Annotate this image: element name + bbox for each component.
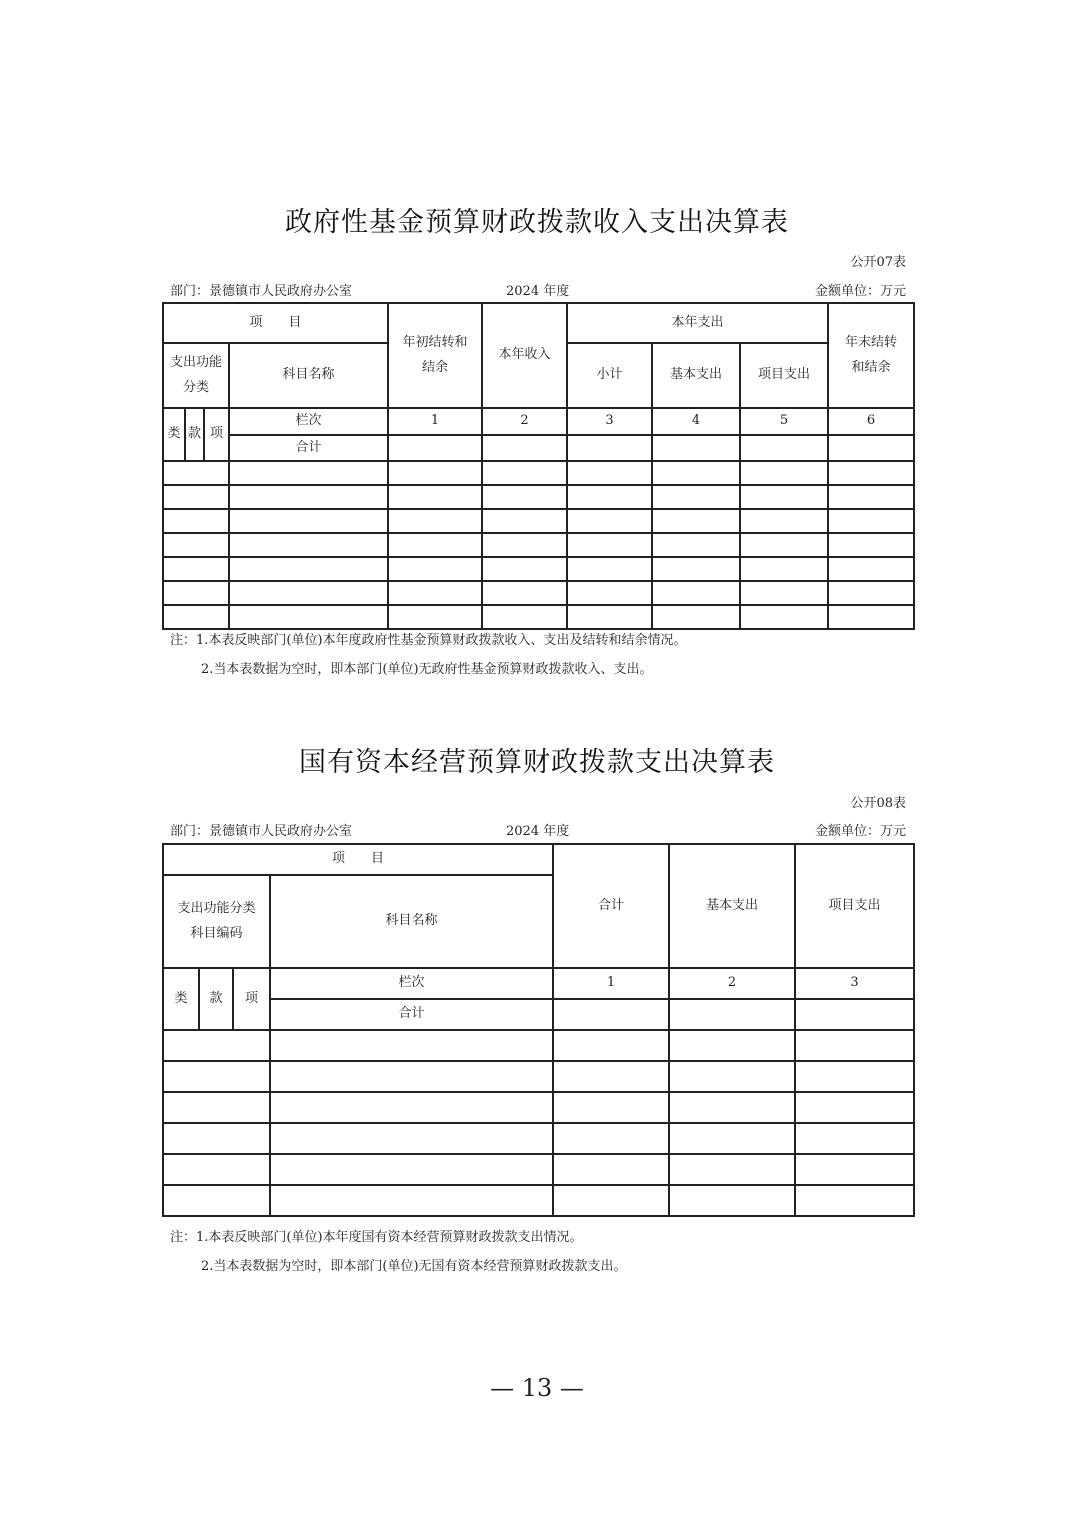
code-cell bbox=[163, 461, 229, 485]
data-cell bbox=[669, 1185, 795, 1216]
header-func-class: 支出功能分类科目编码 bbox=[163, 875, 270, 968]
column-no-label: 栏次 bbox=[270, 968, 553, 999]
data-cell bbox=[669, 1061, 795, 1092]
data-cell bbox=[740, 605, 828, 629]
data-cell bbox=[482, 533, 567, 557]
data-cell bbox=[828, 605, 914, 629]
data-cell bbox=[270, 1061, 553, 1092]
data-cell bbox=[795, 1030, 914, 1061]
note-2: 2.当本表数据为空时，即本部门(单位)无政府性基金预算财政拨款收入、支出。 bbox=[201, 662, 653, 677]
header-item: 项 目 bbox=[163, 303, 388, 343]
table1-grid bbox=[162, 302, 915, 630]
page-number: — 13 — bbox=[490, 1374, 584, 1402]
data-cell bbox=[652, 557, 740, 581]
code-cell bbox=[163, 485, 229, 509]
data-cell bbox=[270, 1092, 553, 1123]
data-cell bbox=[795, 1061, 914, 1092]
column-no-label: 栏次 bbox=[229, 408, 388, 435]
table-row bbox=[163, 1092, 914, 1123]
data-cell bbox=[795, 1154, 914, 1185]
data-cell bbox=[669, 1030, 795, 1061]
table1-department: 部门：景德镇市人民政府办公室 bbox=[170, 284, 353, 299]
data-cell bbox=[652, 461, 740, 485]
data-cell bbox=[270, 1123, 553, 1154]
data-cell bbox=[482, 461, 567, 485]
data-cell bbox=[388, 533, 482, 557]
table-row bbox=[163, 557, 914, 581]
code-cell bbox=[163, 1030, 270, 1061]
data-cell bbox=[553, 1030, 669, 1061]
data-cell bbox=[652, 509, 740, 533]
data-cell bbox=[553, 1061, 669, 1092]
header-total: 合计 bbox=[553, 844, 669, 968]
column-no: 2 bbox=[482, 408, 567, 435]
total-cell bbox=[482, 435, 567, 462]
code-cell bbox=[163, 1154, 270, 1185]
data-cell bbox=[229, 509, 388, 533]
header-basic: 基本支出 bbox=[669, 844, 795, 968]
data-cell bbox=[828, 581, 914, 605]
note-1: 注：1.本表反映部门(单位)本年度政府性基金预算财政拨款收入、支出及结转和结余情况。 bbox=[170, 633, 687, 648]
total-cell bbox=[388, 435, 482, 462]
data-cell bbox=[669, 1092, 795, 1123]
column-no: 1 bbox=[553, 968, 669, 999]
table-row bbox=[163, 509, 914, 533]
column-no: 1 bbox=[388, 408, 482, 435]
total-cell bbox=[740, 435, 828, 462]
data-cell bbox=[795, 1185, 914, 1216]
note-1: 注：1.本表反映部门(单位)本年度国有资本经营预算财政拨款支出情况。 bbox=[170, 1230, 583, 1245]
column-no: 3 bbox=[795, 968, 914, 999]
table1-notes bbox=[170, 626, 687, 684]
data-cell bbox=[567, 509, 652, 533]
total-cell bbox=[669, 999, 795, 1030]
code-cell bbox=[163, 509, 229, 533]
header-subject-name: 科目名称 bbox=[229, 343, 388, 408]
code-cell bbox=[163, 1061, 270, 1092]
table-row bbox=[163, 533, 914, 557]
data-cell bbox=[270, 1185, 553, 1216]
table1-title: 政府性基金预算财政拨款收入支出决算表 bbox=[285, 207, 789, 238]
data-cell bbox=[740, 461, 828, 485]
header-lei: 类 bbox=[163, 968, 199, 1030]
data-cell bbox=[740, 533, 828, 557]
data-cell bbox=[553, 1154, 669, 1185]
table-row bbox=[163, 1154, 914, 1185]
data-cell bbox=[795, 1123, 914, 1154]
data-cell bbox=[388, 509, 482, 533]
data-cell bbox=[669, 1123, 795, 1154]
table2-unit: 金额单位：万元 bbox=[814, 824, 906, 839]
code-cell bbox=[163, 1092, 270, 1123]
data-cell bbox=[482, 557, 567, 581]
table2-grid bbox=[162, 843, 915, 1217]
data-cell bbox=[270, 1154, 553, 1185]
data-cell bbox=[567, 485, 652, 509]
data-cell bbox=[740, 485, 828, 509]
header-subject-name: 科目名称 bbox=[270, 875, 553, 968]
table1-unit: 金额单位：万元 bbox=[814, 284, 906, 299]
header-project: 项目支出 bbox=[740, 343, 828, 408]
header-opening-balance: 年初结转和结余 bbox=[388, 303, 482, 408]
data-cell bbox=[270, 1030, 553, 1061]
data-cell bbox=[828, 461, 914, 485]
data-cell bbox=[828, 533, 914, 557]
data-cell bbox=[482, 581, 567, 605]
header-income: 本年收入 bbox=[482, 303, 567, 408]
data-cell bbox=[567, 557, 652, 581]
data-cell bbox=[482, 485, 567, 509]
table1-number: 公开07表 bbox=[850, 255, 906, 270]
total-cell bbox=[553, 999, 669, 1030]
table-row bbox=[163, 1123, 914, 1154]
note-2: 2.当本表数据为空时，即本部门(单位)无国有资本经营预算财政拨款支出。 bbox=[201, 1259, 627, 1274]
table-row bbox=[163, 1061, 914, 1092]
total-cell bbox=[652, 435, 740, 462]
data-cell bbox=[482, 509, 567, 533]
table2-department: 部门：景德镇市人民政府办公室 bbox=[170, 824, 353, 839]
data-cell bbox=[388, 557, 482, 581]
total-cell bbox=[795, 999, 914, 1030]
data-cell bbox=[795, 1092, 914, 1123]
data-cell bbox=[652, 485, 740, 509]
total-label: 合计 bbox=[270, 999, 553, 1030]
header-closing-balance: 年末结转和结余 bbox=[828, 303, 914, 408]
header-basic: 基本支出 bbox=[652, 343, 740, 408]
data-cell bbox=[388, 581, 482, 605]
total-label: 合计 bbox=[229, 435, 388, 462]
column-no: 3 bbox=[567, 408, 652, 435]
total-cell bbox=[828, 435, 914, 462]
data-cell bbox=[567, 581, 652, 605]
data-cell bbox=[828, 485, 914, 509]
code-cell bbox=[163, 533, 229, 557]
data-cell bbox=[828, 557, 914, 581]
header-item: 项 目 bbox=[163, 844, 553, 875]
table2-notes bbox=[170, 1223, 627, 1281]
column-no: 4 bbox=[652, 408, 740, 435]
code-cell bbox=[163, 1185, 270, 1216]
data-cell bbox=[229, 461, 388, 485]
table2-title: 国有资本经营预算财政拨款支出决算表 bbox=[299, 747, 775, 778]
header-func-class: 支出功能分类 bbox=[163, 343, 229, 408]
header-lei: 类 bbox=[163, 408, 185, 461]
column-no: 5 bbox=[740, 408, 828, 435]
data-cell bbox=[229, 581, 388, 605]
header-kuan: 款 bbox=[199, 968, 233, 1030]
data-cell bbox=[567, 461, 652, 485]
data-cell bbox=[740, 509, 828, 533]
table-row bbox=[163, 461, 914, 485]
header-expenditure: 本年支出 bbox=[567, 303, 828, 343]
header-xiang: 项 bbox=[233, 968, 270, 1030]
total-cell bbox=[567, 435, 652, 462]
data-cell bbox=[740, 557, 828, 581]
data-cell bbox=[652, 581, 740, 605]
data-cell bbox=[553, 1123, 669, 1154]
table-row bbox=[163, 581, 914, 605]
data-cell bbox=[553, 1092, 669, 1123]
data-cell bbox=[567, 533, 652, 557]
data-cell bbox=[229, 533, 388, 557]
column-no: 6 bbox=[828, 408, 914, 435]
table-row bbox=[163, 1030, 914, 1061]
data-cell bbox=[553, 1185, 669, 1216]
data-cell bbox=[229, 557, 388, 581]
code-cell bbox=[163, 1123, 270, 1154]
code-cell bbox=[163, 557, 229, 581]
column-no: 2 bbox=[669, 968, 795, 999]
table2-number: 公开08表 bbox=[850, 796, 906, 811]
code-cell bbox=[163, 581, 229, 605]
header-kuan: 款 bbox=[185, 408, 204, 461]
header-subtotal: 小计 bbox=[567, 343, 652, 408]
header-project: 项目支出 bbox=[795, 844, 914, 968]
table1-year: 2024 年度 bbox=[506, 284, 570, 299]
data-cell bbox=[229, 485, 388, 509]
table-row bbox=[163, 1185, 914, 1216]
data-cell bbox=[828, 509, 914, 533]
data-cell bbox=[652, 533, 740, 557]
data-cell bbox=[388, 461, 482, 485]
table-row bbox=[163, 485, 914, 509]
header-xiang: 项 bbox=[204, 408, 229, 461]
data-cell bbox=[388, 485, 482, 509]
data-cell bbox=[669, 1154, 795, 1185]
table2-year: 2024 年度 bbox=[506, 824, 570, 839]
data-cell bbox=[740, 581, 828, 605]
